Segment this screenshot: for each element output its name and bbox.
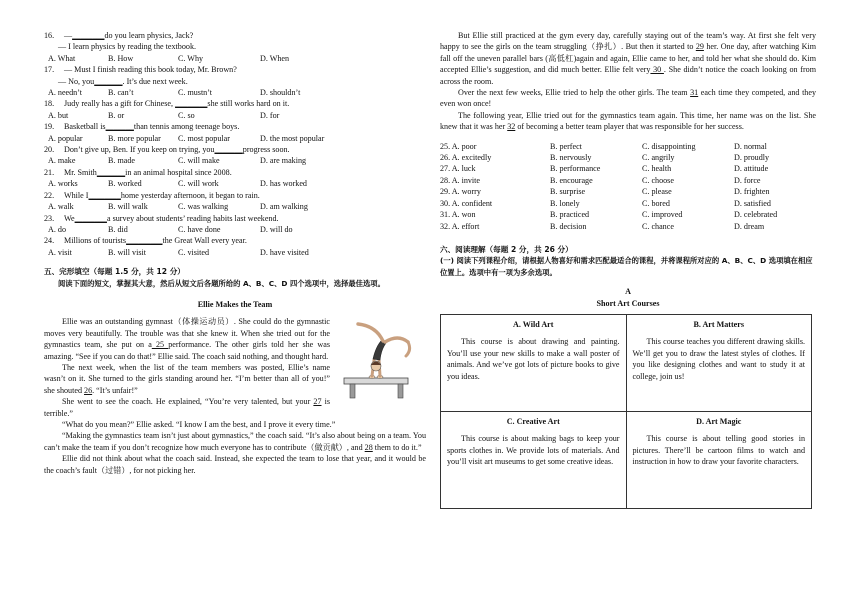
cloze-option: 27. A. luck	[440, 164, 476, 174]
answer-blank: 29	[695, 42, 704, 52]
text-run: “What do you mean?” Ellie asked. “I know I am the best, and I prove it every time.”	[62, 420, 336, 429]
question-text	[64, 167, 426, 178]
multiple-choice-questions	[44, 30, 426, 258]
question-number: 23.	[44, 213, 55, 223]
section-5-instruction: 阅读下面的短文，掌握其大意，然后从短文后各题所给的 A、B、C、D 四个选项中，选择最佳选项。	[58, 278, 385, 288]
question-text	[64, 190, 426, 201]
question-options	[44, 155, 426, 166]
passage-right	[440, 30, 816, 133]
text-run: Ellie was an outstanding gymnast（体操运动员）. She could do the gymnastic moves very beautifully. The trouble was that she knew it. When she tried out for the gymnastics team, she put on a	[44, 317, 330, 350]
question-stem	[44, 190, 426, 201]
text-run: . She didn’t notice the coach looking on from across the room.	[440, 65, 816, 86]
answer-blank: 28	[364, 442, 373, 452]
option-a: A. visit	[48, 247, 72, 257]
text-run: We	[64, 213, 75, 223]
question-stem	[44, 121, 426, 132]
question-options	[44, 133, 426, 144]
answer-blank: _______	[105, 122, 134, 132]
option-d: D. am walking	[260, 202, 308, 212]
text-run: . “It’s unfair!”	[92, 385, 138, 395]
text-run: The next week, when the list of the team members was posted, Ellie’s name wasn’t on it. She turned to the girls standing around her. “I’m better than all of you!” she shouted	[44, 362, 330, 395]
passage-paragraph	[440, 30, 816, 87]
text-run: But Ellie still practiced at the gym every day, carefully staying out of the team’s way. At first she felt very happy to see the girls on the team struggling（挣扎）. But then it started to	[440, 31, 816, 52]
option-d: D. the most popular	[260, 133, 325, 143]
option-c: C. have done	[178, 224, 221, 234]
text-run: performance. The other girls told her she was amazing. “See if you can do that!” Ellie said. The coach said nothing, and thought hard.	[44, 340, 331, 361]
cloze-option: D. frighten	[734, 187, 770, 197]
question-options	[44, 178, 426, 189]
option-b: B. How	[108, 53, 134, 63]
answer-blank: 32	[507, 122, 516, 132]
cloze-option: B. lonely	[550, 198, 580, 208]
option-c: C. mustn’t	[178, 88, 213, 98]
option-a: A. works	[48, 179, 78, 189]
text-run: them to do it.”	[372, 442, 422, 452]
option-d: D. has worked	[260, 179, 307, 189]
option-a: A. but	[48, 110, 69, 120]
text-run: Millions of tourists	[64, 236, 127, 246]
cloze-option: D. force	[734, 175, 761, 185]
question-options	[44, 247, 426, 258]
text-run: than tennis among teenage boys.	[133, 122, 240, 132]
text-run: — I learn physics by reading the textbook.	[58, 42, 197, 52]
question-text	[64, 64, 426, 75]
course-cell	[626, 314, 812, 411]
right-column	[440, 30, 816, 509]
text-run: “Making the gymnastics team isn’t just about gymnastics,” the coach said. “It’s also about being on a team. You can’t make the team if you don’t recognize how much everyone has to contribute（做贡献）, and	[44, 431, 426, 452]
option-b: B. worked	[108, 179, 142, 189]
option-d: D. will do	[260, 224, 293, 234]
question-options	[44, 110, 426, 121]
option-c: C. will make	[178, 156, 220, 166]
cloze-option: C. please	[642, 187, 672, 197]
text-run: — Must I finish reading this book today, Mr. Brown?	[64, 65, 237, 75]
text-run: the Great Wall every year.	[162, 236, 247, 246]
text-run: While I	[64, 190, 89, 200]
cloze-option: D. satisfied	[734, 198, 771, 208]
passage-title: Ellie Makes the Team	[197, 299, 273, 309]
question-text	[64, 98, 426, 109]
question-text	[64, 30, 426, 41]
text-run: The following year, Ellie tried out for the gymnastics team again. This time, her name was on the list. She knew that it was her	[440, 110, 816, 132]
cloze-options	[440, 141, 816, 232]
question-number: 22.	[44, 190, 55, 200]
answer-blank: _______	[94, 76, 123, 86]
question-dialogue-line	[44, 76, 426, 87]
option-c: C. Why	[178, 53, 204, 63]
option-c: C. will work	[178, 179, 219, 189]
option-b: B. will walk	[108, 202, 148, 212]
answer-blank: 26	[84, 385, 93, 395]
cloze-option: C. angrily	[642, 153, 675, 163]
question-stem	[44, 98, 426, 109]
text-run: in an animal hospital since 2008.	[125, 167, 232, 177]
option-b: B. will visit	[108, 247, 147, 257]
cloze-option: D. attitude	[734, 164, 769, 174]
text-run: Over the next few weeks, Ellie tried to help the other girls. The team	[458, 88, 691, 98]
text-run: is terrible.”	[44, 397, 330, 418]
cloze-option: 32. A. effort	[440, 221, 480, 231]
question-text	[64, 144, 426, 155]
answer-blank: _________	[126, 236, 163, 246]
answer-blank: _______	[96, 167, 126, 177]
text-run: her. One day, after watching Kim fall off the uneven parallel bars (高低杠)again and again, Ellie came to her, and told her what she should do. Kim accepted Ellie’s suggestion, and did much better. Ellie felt very	[440, 42, 816, 75]
cloze-option: 26. A. excitedly	[440, 153, 492, 163]
cloze-option: B. surprise	[550, 187, 586, 197]
text-run: she still works hard on it.	[207, 99, 290, 109]
option-b: B. did	[108, 224, 128, 234]
cloze-option: B. nervously	[550, 153, 592, 163]
option-b: B. more popular	[108, 133, 161, 143]
question-text	[64, 121, 426, 132]
answer-blank: ________	[88, 190, 121, 200]
answer-blank: 31	[690, 88, 699, 98]
cloze-option: C. health	[642, 164, 672, 174]
courses-table	[440, 314, 812, 509]
question-stem	[44, 30, 426, 41]
option-a: A. What	[48, 53, 76, 63]
question-text	[64, 213, 426, 224]
question-text	[64, 235, 426, 246]
option-d: D. have visited	[260, 247, 309, 257]
question-number: 17.	[44, 65, 55, 75]
cloze-option: 29. A. worry	[440, 187, 481, 197]
cloze-option: 25. A. poor	[440, 141, 477, 151]
answer-blank: 25	[151, 340, 169, 350]
cloze-option: C. improved	[642, 210, 683, 220]
course-cell	[626, 411, 812, 508]
option-a: A. needn’t	[48, 88, 83, 98]
text-run: . It’s due next week.	[122, 76, 188, 86]
passage-paragraph	[44, 453, 426, 476]
cloze-option: C. bored	[642, 198, 670, 208]
cloze-option: 28. A. invite	[440, 175, 481, 185]
option-a: A. make	[48, 156, 76, 166]
section-6-instruction: (一) 阅读下列课程介绍，请根据人物喜好和需求匹配最适合的课程，并将课程所对应的 A、B、C、D 选项填在相应位置上。选项中有一项为多余选项。	[440, 256, 813, 277]
question-options	[44, 224, 426, 235]
option-d: D. are making	[260, 156, 307, 166]
cloze-option: C. disappointing	[642, 141, 696, 151]
course-cell	[441, 314, 627, 411]
text-run: — No, you	[58, 76, 95, 86]
cloze-option: D. proudly	[734, 153, 770, 163]
text-run: She went to see the coach. He explained, “You’re very talented, but your	[62, 397, 314, 407]
question-stem	[44, 213, 426, 224]
question-number: 24.	[44, 236, 55, 246]
answer-blank: ________	[175, 99, 208, 109]
text-run: —	[64, 31, 73, 40]
section-5-heading: 五、完形填空（每题 1.5 分，共 12 分）	[44, 267, 185, 277]
option-c: C. so	[178, 110, 195, 120]
option-a: A. popular	[48, 133, 83, 143]
question-dialogue-line	[44, 41, 426, 52]
option-c: C. visited	[178, 247, 210, 257]
option-b: B. can’t	[108, 88, 134, 98]
question-options	[44, 201, 426, 212]
answer-blank: ________	[74, 213, 107, 223]
courses-title: Short Art Courses	[596, 298, 660, 308]
cloze-option: D. normal	[734, 141, 767, 151]
answer-blank: _______	[214, 145, 243, 155]
cloze-option: D. dream	[734, 221, 765, 231]
option-d: D. When	[260, 53, 290, 63]
course-description: This course is about telling good stories in pictures. There’ll be cartoon films to watch and instruction in how to draw your favorite characters.	[632, 434, 805, 467]
passage-paragraph	[44, 430, 426, 453]
text-run: Basketball is	[64, 122, 106, 132]
option-a: A. walk	[48, 202, 74, 212]
text-run: progress soon.	[242, 145, 290, 155]
cloze-option: B. decision	[550, 221, 587, 231]
cloze-option: 30. A. confident	[440, 198, 493, 208]
course-description: This course teaches you different drawing skills. We’ll get you to draw the latest styles of clothes. If you like designing clothes and want to study it at college, join us!	[632, 337, 805, 381]
question-number: 19.	[44, 122, 55, 132]
course-name: B. Art Matters	[693, 319, 745, 329]
cloze-option: B. practiced	[550, 210, 590, 220]
cloze-option: 31. A. won	[440, 210, 476, 220]
answer-blank: ________	[72, 31, 105, 40]
cloze-option: C. choose	[642, 175, 674, 185]
option-a: A. do	[48, 224, 66, 234]
question-number: 21.	[44, 167, 55, 177]
text-run: of becoming a better team player that was responsible for her success.	[515, 122, 744, 132]
option-b: B. made	[108, 156, 135, 166]
question-stem	[44, 144, 426, 155]
cloze-option: B. encourage	[550, 175, 593, 185]
course-cell	[441, 411, 627, 508]
passage-paragraph	[44, 419, 426, 430]
course-name: D. Art Magic	[696, 416, 742, 426]
text-run: a survey about students’ reading habits last weekend.	[106, 213, 279, 223]
text-run: home yesterday afternoon, it began to rain.	[120, 190, 260, 200]
text-run: Ellie did not think about what the coach said. Instead, she expected the team to lose that year, and it would be the coach’s fault（过错）, for not picking her.	[44, 454, 426, 475]
question-options	[44, 87, 426, 98]
passage-paragraph	[440, 110, 816, 133]
text-run: Judy really has a gift for Chinese,	[64, 99, 176, 109]
course-name: A. Wild Art	[513, 319, 554, 329]
question-number: 16.	[44, 31, 55, 40]
question-number: 20.	[44, 145, 55, 155]
option-c: C. most popular	[178, 133, 230, 143]
question-number: 18.	[44, 99, 55, 109]
text-run: do you learn physics, Jack?	[104, 31, 194, 40]
cloze-option: B. performance	[550, 164, 601, 174]
option-b: B. or	[108, 110, 125, 120]
course-description: This course is about making bags to keep your sports clothes in. We provide lots of materials. And you’ll visit art museums to get some creative ideas.	[447, 434, 620, 467]
option-d: D. for	[260, 110, 280, 120]
option-d: D. shouldn’t	[260, 88, 301, 98]
course-name: C. Creative Art	[506, 416, 560, 426]
answer-blank: 30	[650, 65, 664, 75]
text-run: Mr. Smith	[64, 167, 97, 177]
course-description: This course is about drawing and painting. You’ll use your new skills to make a wall poster of animals. And we’ve got lots of picture books to give you ideas.	[447, 337, 620, 381]
question-stem	[44, 167, 426, 178]
answer-blank: 27	[313, 397, 322, 407]
text-run: each time they competed, and they even won once!	[440, 88, 816, 109]
question-stem	[44, 235, 426, 246]
text-run: Don’t give up, Ben. If you keep on trying, you	[64, 145, 215, 155]
question-options	[44, 53, 426, 64]
left-column	[44, 30, 426, 476]
cloze-option: D. celebrated	[734, 210, 778, 220]
gymnast-illustration	[336, 316, 426, 400]
part-label: A	[625, 287, 631, 297]
question-stem	[44, 64, 426, 75]
cloze-option: C. chance	[642, 221, 674, 231]
passage-paragraph	[440, 87, 816, 110]
cloze-option: B. perfect	[550, 141, 582, 151]
passage-left	[44, 316, 426, 476]
option-c: C. was walking	[178, 202, 229, 212]
section-6-heading: 六、阅读理解（每题 2 分，共 26 分）	[440, 244, 573, 254]
